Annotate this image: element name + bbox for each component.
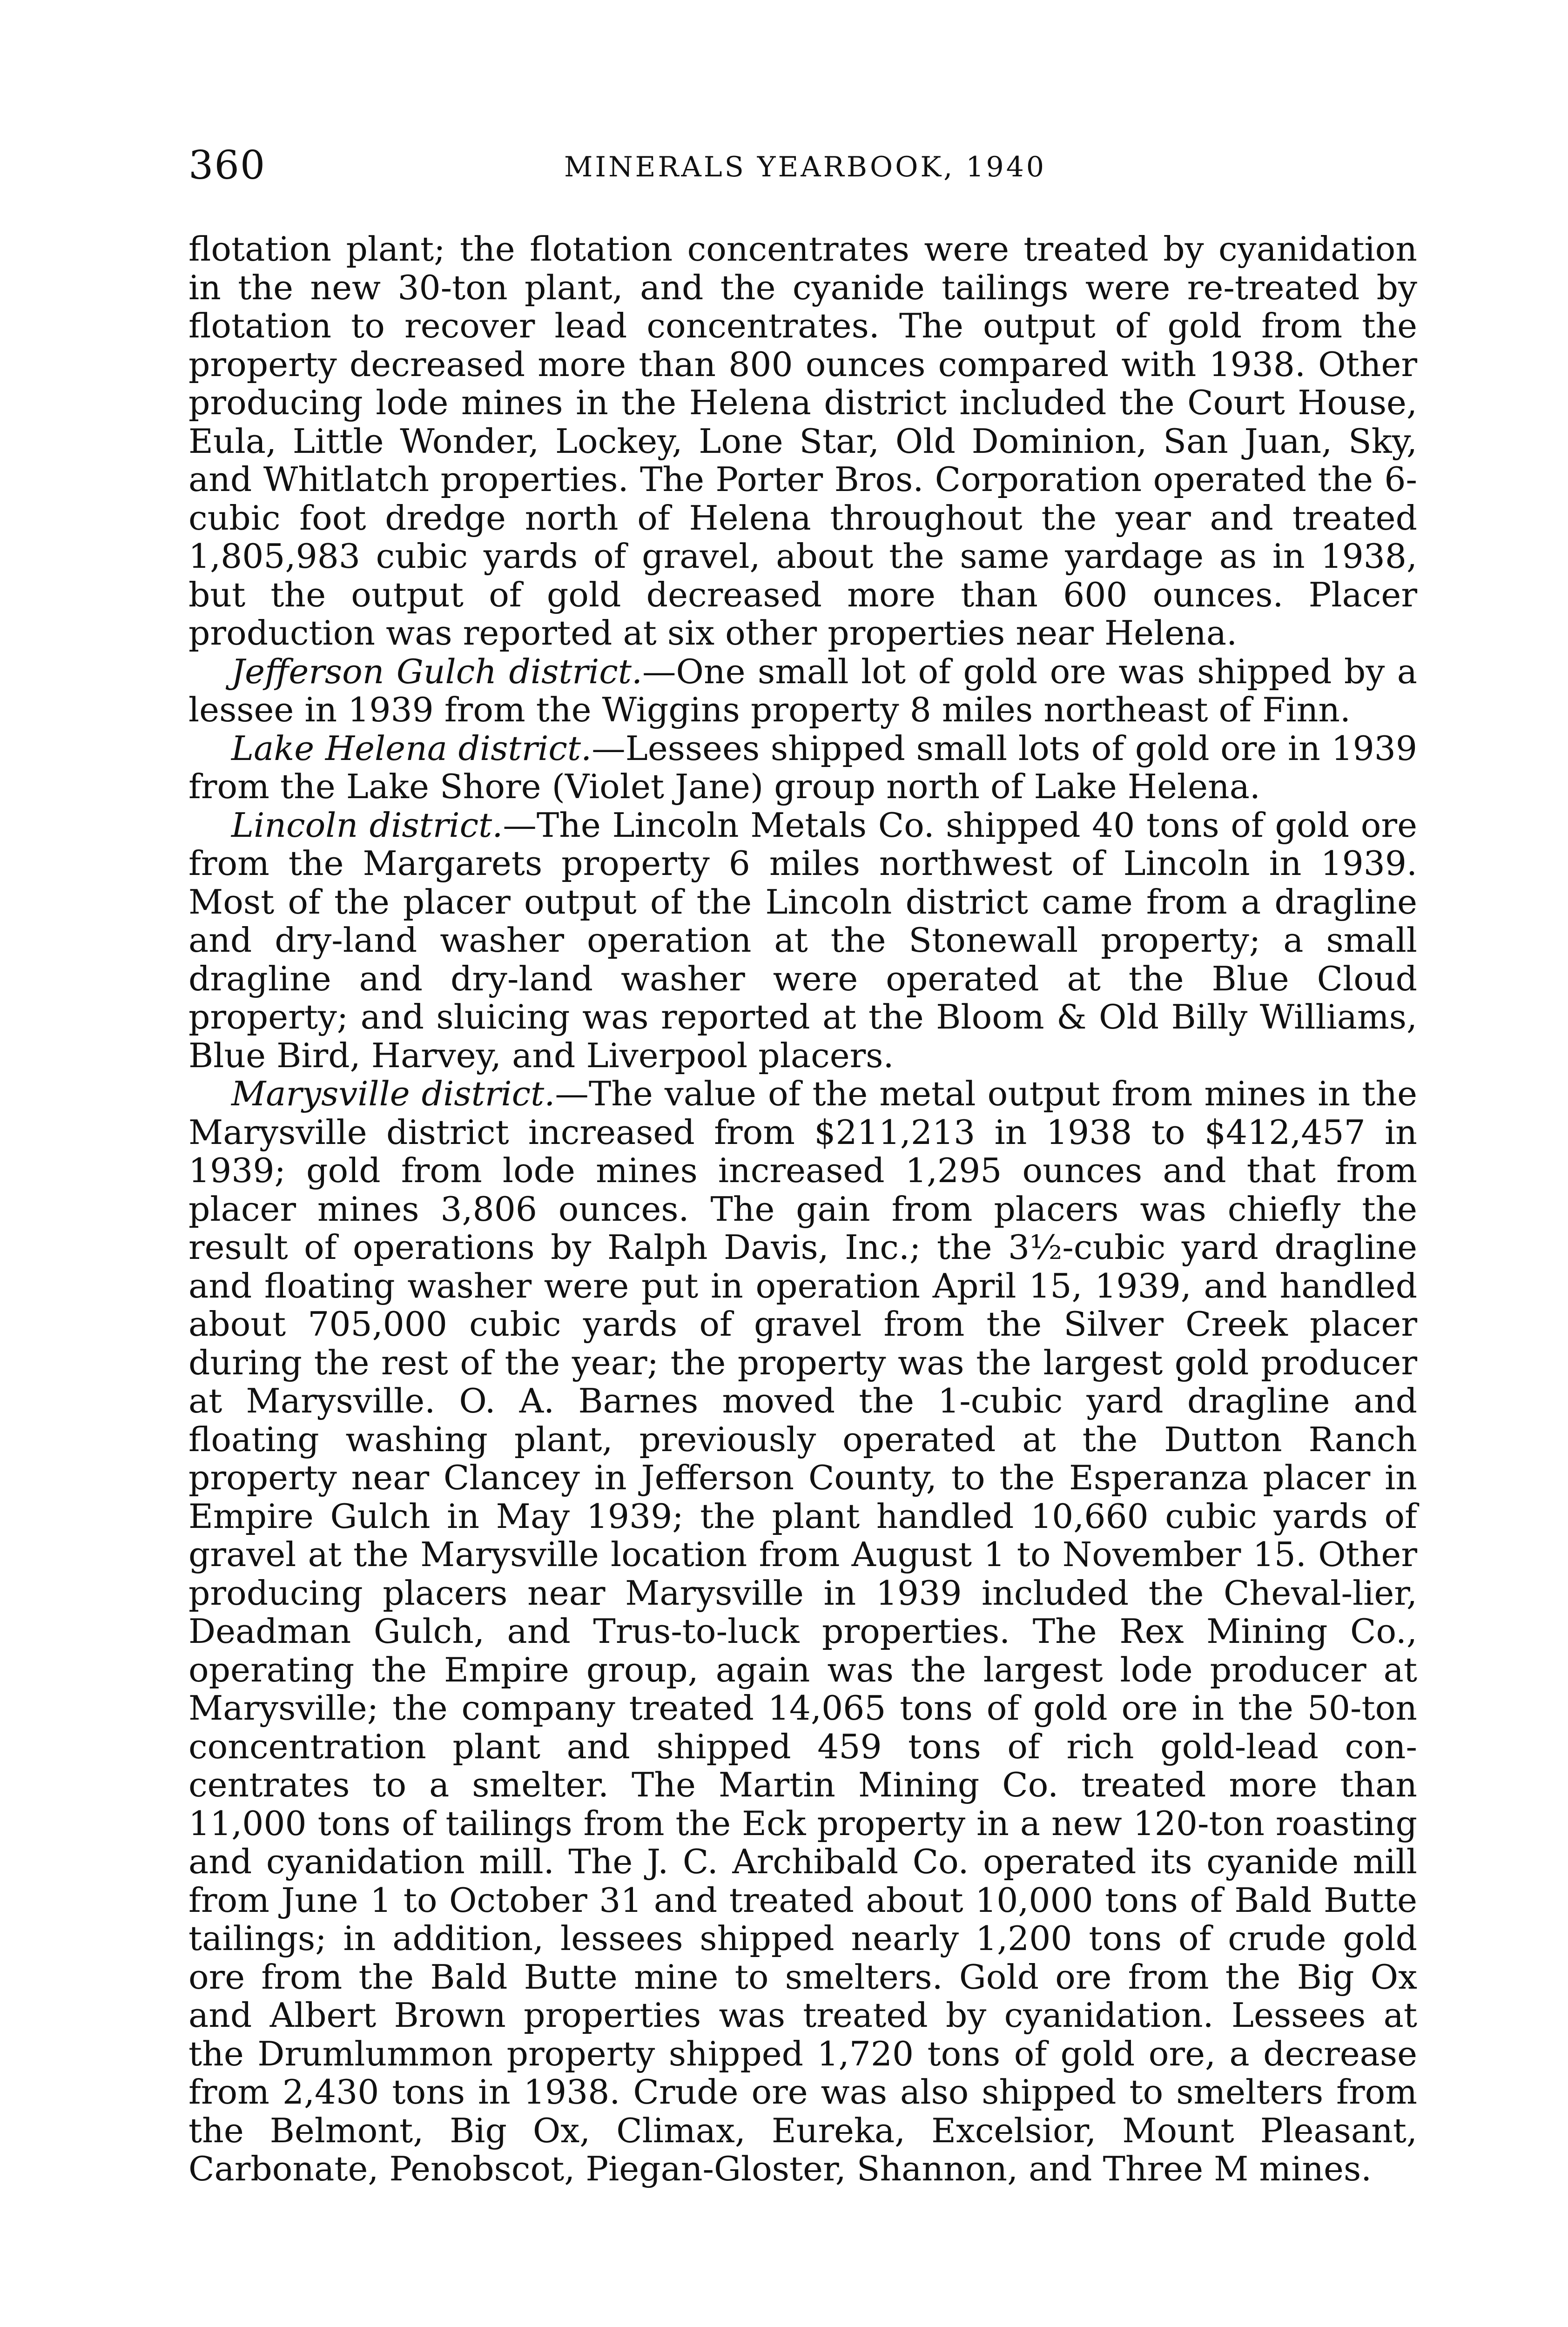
paragraph-text: —The Lincoln Metals Co. shipped 40 tons of gold ore from the Margarets property 6 miles northwest of Lincoln in 1939. Most of the placer output of the Lincoln district came from a dragline and dry-land washer operation at the Stonewall property; a small dragline and dry-land washer were operated at the Blue Cloud property; and sluicing was reported at the Bloom & Old Billy Williams, Blue Bird, Harvey, and Liverpool placers. bbox=[188, 806, 1417, 1076]
body-text bbox=[188, 230, 1417, 2189]
paragraph-text: —The value of the metal output from mines in the Marysville district increased from $211,213 in 1938 to $412,457 in 1939; gold from lode mines increased 1,295 ounces and that from placer mines 3,806 ounces. The gain from placers was chiefly the result of operations by Ralph Davis, Inc.; the 3½-cubic yard dragline and floating washer were put in operation April 15, 1939, and handled about 705,000 cubic yards of gravel from the Silver Creek placer during the rest of the year; the property was the largest gold producer at Marysville. O. A. Barnes moved the 1-cubic yard dragline and floating washing plant, previously operated at the Dutton Ranch property near Clancey in Jefferson County, to the Esperanza placer in Empire Gulch in May 1939; the plant handled 10,660 cubic yards of gravel at the Marysville location from August 1 to November 15. Other producing placers near Marysville in 1939 included the Cheval-lier, Deadman Gulch, and Trus-to-luck properties. The Rex Mining Co., operating the Empire group, again was the largest lode producer at Marysville; the company treated 14,065 tons of gold ore in the 50-ton concentration plant and shipped 459 tons of rich gold-lead con-centrates to a smelter. The Martin Mining Co. treated more than 11,000 tons of tailings from the Eck property in a new 120-ton roasting and cyanidation mill. The J. C. Archibald Co. operated its cyanide mill from June 1 to October 31 and treated about 10,000 tons of Bald Butte tailings; in addition, lessees shipped nearly 1,200 tons of crude gold ore from the Bald Butte mine to smelters. Gold ore from the Big Ox and Albert Brown properties was treated by cyanidation. Lessees at the Drumlummon property shipped 1,720 tons of gold ore, a decrease from 2,430 tons in 1938. Crude ore was also shipped to smelters from the Belmont, Big Ox, Climax, Eureka, Excelsior, Mount Pleasant, Carbonate, Penobscot, Piegan-Gloster, Shannon, and Three M mines. bbox=[188, 1075, 1417, 2189]
district-heading: Lake Helena district. bbox=[231, 729, 592, 768]
paragraph-lake-helena bbox=[188, 730, 1417, 807]
paragraph-jefferson-gulch bbox=[188, 653, 1417, 730]
paragraph-text: —Lessees shipped small lots of gold ore in 1939 from the Lake Shore (Violet Jane) group north of Lake Helena. bbox=[188, 729, 1417, 807]
paragraph-text: flotation plant; the flotation concentrates were treated by cyanidation in the new 30-ton plant, and the cyanide tailings were re-treated by flotation to recover lead concentrates. The output of gold from the property decreased more than 800 ounces compared with 1938. Other producing lode mines in the Helena district included the Court House, Eula, Little Wonder, Lockey, Lone Star, Old Dominion, San Juan, Sky, and Whitlatch properties. The Porter Bros. Corporation operated the 6-cubic foot dredge north of Helena throughout the year and treated 1,805,983 cubic yards of gravel, about the same yardage as in 1938, but the output of gold decreased more than 600 ounces. Placer production was reported at six other properties near Helena. bbox=[188, 230, 1417, 653]
district-heading: Lincoln district. bbox=[231, 806, 503, 845]
paragraph-helena-continued bbox=[188, 230, 1417, 653]
paragraph-lincoln bbox=[188, 807, 1417, 1076]
page-header bbox=[188, 137, 1422, 188]
paragraph-text: —One small lot of gold ore was shipped by a lessee in 1939 from the Wiggins property 8 miles northeast of Finn. bbox=[188, 652, 1417, 730]
running-head: MINERALS YEARBOOK, 1940 bbox=[564, 151, 1047, 183]
paragraph-marysville bbox=[188, 1075, 1417, 2189]
district-heading: Jefferson Gulch district. bbox=[231, 652, 643, 692]
district-heading: Marysville district. bbox=[231, 1075, 555, 1114]
page-number: 360 bbox=[188, 142, 266, 188]
